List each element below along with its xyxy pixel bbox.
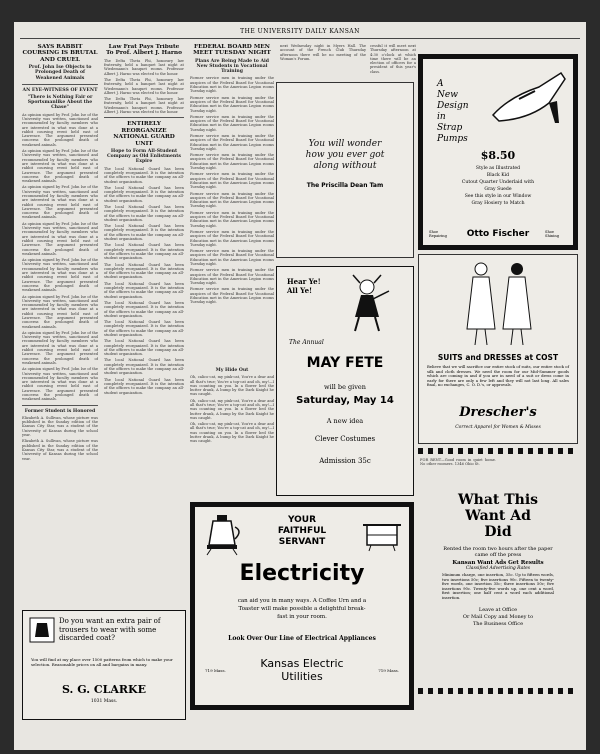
ad-kansas-electric <box>190 502 414 710</box>
article-body: Former service men in training under the auspices of the Federal Board for Vocational Education met in the American Legion rooms Tuesday night. <box>190 172 274 190</box>
fete-all-ye: All Ye! <box>287 286 313 295</box>
clarke-body: You will find at my place over 1500 patterns from which to make your selection. Reasonable prices on all and bargains in many. <box>31 657 173 667</box>
article-body: The local National Guard has been completely reorganized. It is the intention of the officers to make the company an all-student organization. <box>104 358 184 376</box>
electricity-title: Electricity <box>239 561 365 586</box>
tam-line2: how you ever got <box>305 150 385 160</box>
electric-headline: FAITHFUL <box>277 526 327 536</box>
article-body: The local National Guard has been completely reorganized. It is the intention of the officers to make the company an all-student organization. <box>104 320 184 337</box>
fete-title: MAY FETE <box>306 355 384 371</box>
want-results: Kansan Want Ads Get Results <box>452 560 544 566</box>
article-body: The local National Guard has been completely reorganized. It is the intention of the officers to make the company an all-student organization. <box>104 204 184 222</box>
fete-annual: The Annual <box>289 339 324 346</box>
suits-title: SUITS and DRESSES at COST <box>437 353 559 362</box>
poem-title: My Hide Out <box>215 368 249 373</box>
article-body: The Delta Theta Phi, honorary law fraternity, held a banquet last night at Wiedemann's banquet rooms. Professor Albert J. Harno was elected to the honor. <box>104 58 184 76</box>
clarke-headline: Do you want an extra pair of trousers to wear with some discarded coat? <box>59 617 161 642</box>
article-body: The local National Guard has been completely reorganized. It is the intention of the officers to make the company an all-student organization. <box>104 281 184 299</box>
coffee-urn-illustration <box>201 513 243 557</box>
poem-body: Oh, calico-cat, my pink-cat, You're a dear and all that's true; You're a top-cat and oh, my!—I was counting on you. In a flower bed the butter drank, A bump by the Dark Knight he was caught. <box>190 422 274 444</box>
masthead: THE UNIVERSITY DAILY KANSAN <box>20 26 580 39</box>
electric-appliances: Look Over Our Line of Electrical Appliances <box>228 635 376 642</box>
column-french-club <box>280 44 366 72</box>
article-body: As opinion signed by Prof. John Ise of the University was written, sanctioned and recommended by faculty members who are interested in what was done at a rabbit coursing event held east of Lawrence. The argument presented concerns the prolonged death of weakened animals. <box>22 112 98 147</box>
utilities-name: Utilities <box>281 670 323 683</box>
tailor-badge-icon <box>29 617 55 643</box>
pumps-detail: Black Kid <box>486 173 510 178</box>
article-body: As opinion signed by Prof. John Ise of the University was written, sanctioned and recommended by faculty members who are interested in what was done at a rabbit coursing event held east of Lawrence. The argument presented concerns the prolonged death of weakened animals. <box>22 221 98 256</box>
article-body: Former service men in training under the auspices of the Federal Board for Vocational Education met in the American Legion rooms Tuesday night. <box>190 268 274 286</box>
article-body: As opinion signed by Prof. John Ise of the University was written, sanctioned and recommended by faculty members who are interested in what was done at a rabbit coursing event held east of Lawrence. The argument presented concerns the prolonged death of weakened animals. <box>22 149 98 184</box>
want-title: Want Ad <box>465 508 531 524</box>
headline-rabbit-coursing: SAYS RABBIT COURSING IS BRUTAL AND CRUEL <box>22 44 98 63</box>
ad-drescher-suits <box>418 254 578 444</box>
electric-headline: YOUR <box>287 515 317 525</box>
article-body: As opinion signed by Prof. John Ise of the University was written, sanctioned and recommended by faculty members who are interested in what was done at a rabbit coursing event held east of Lawrence. The argument presented concerns the prolonged death of weakened animals. <box>22 330 98 365</box>
pumps-detail: See this style in our Window <box>464 194 532 199</box>
article-body: Elizabeth A. Sullivan, whose picture was published in the Sunday edition of the Kansas City Star, was a student of the University of Kansas during the school year. <box>22 439 98 460</box>
headline-federal-board: FEDERAL BOARD MEN MEET TUESDAY NIGHT <box>193 44 271 57</box>
article-body: Elizabeth A. Sullivan, whose picture was published in the Sunday edition of the Kansas City Star, was a student of the University of Kansas during the school year. <box>22 415 98 438</box>
ad-want-ad <box>418 492 578 692</box>
subhead-all-student: Hope to Form All-Student Company as Old Enlistments Expire <box>107 149 181 165</box>
headline-national-guard: ENTIRELY REORGANIZE NATIONAL GUARD UNIT <box>113 121 175 147</box>
clarke-name: S. G. CLARKE <box>62 683 146 696</box>
fashion-figures-illustration <box>459 259 539 349</box>
article-body: Former service men in training under the auspices of the Federal Board for Vocational Education met in the American Legion rooms Tuesday night. <box>190 249 274 266</box>
article-body: Former service men in training under the auspices of the Federal Board for Vocational Education met in the American Legion rooms Tuesday night. <box>190 95 274 113</box>
pumps-detail: Gray Suede <box>484 187 512 192</box>
pull-quote: "There is Nothing Fair or Sportsmanlike About the Chase" <box>27 95 93 111</box>
article-body: Former service men in training under the auspices of the Federal Board for Vocational Education met in the American Legion rooms Tuesday night. <box>190 133 274 151</box>
electric-address-left: 719 Mass. <box>205 667 226 673</box>
article-body: The Delta Theta Phi, honorary law fraternity, held a banquet last night at Wiedemann's banquet rooms. Professor Albert J. Harno was elected to the honor. <box>104 78 184 95</box>
fete-admission: Admission 35c <box>319 457 371 465</box>
electric-body: Toaster will make possible a delightful break- <box>238 606 366 612</box>
article-body: As opinion signed by Prof. John Ise of the University was written, sanctioned and recommended by faculty members who are interested in what was done at a rabbit coursing event held east of Lawrence. The argument presented concerns the prolonged death of weakened animals. <box>22 367 98 402</box>
shoe-illustration <box>489 67 569 127</box>
electric-headline: SERVANT <box>278 537 326 547</box>
poem-body: Oh, calico-cat, my pink-cat, You're a dear and all that's true; You're a top-cat and oh, my!—I was counting on you. In a flower bed the butter drank, A bump by the Dark Knight he was caught. <box>190 398 274 420</box>
pumps-repairing: Shoe Repairing <box>429 230 447 238</box>
pumps-detail: Style as Illustrated <box>475 166 521 171</box>
tam-line3: along without <box>313 161 377 171</box>
fete-will-be: will be given <box>324 383 366 391</box>
article-body: The local National Guard has been completely reorganized. It is the intention of the officers to make the company an all-student organization. <box>104 166 184 184</box>
pumps-price: $8.50 <box>480 149 516 162</box>
fete-date: Saturday, May 14 <box>296 395 394 406</box>
headline-law-frat: Law Frat Pays Tribute To Prof. Albert J. Harno <box>105 44 183 57</box>
article-body: As opinion signed by Prof. John Ise of the University was written, sanctioned and recommended by faculty members who are interested in what was done at a rabbit coursing event held east of Lawrence. The argument presented concerns the prolonged death of weakened animals. <box>22 294 98 329</box>
want-classified: Classified Advertising Rates <box>465 566 531 571</box>
article-body: The local National Guard has been completely reorganized. It is the intention of the officers to make the company an all-student organization. <box>104 243 184 261</box>
want-office: The Business Office <box>472 620 524 627</box>
for-rent-notice <box>420 458 496 486</box>
article-body: cessful it will meet next Thursday afternoon at 4:30 o'clock at which time there will be an election of officers for a president of this year's class. <box>370 44 416 74</box>
article-body: As opinion signed by Prof. John Ise of the University was written, sanctioned and recommended by faculty members who are interested in what was done at a rabbit coursing event held east of Lawrence. The argument presented concerns the prolonged death of weakened animals. <box>22 258 98 293</box>
article-body: The local National Guard has been completely reorganized. It is the intention of the officers to make the company an all-student organization. <box>104 262 184 280</box>
electric-body: can aid you in many ways. A Coffee Urn and a <box>237 598 367 604</box>
checker-border <box>418 688 578 694</box>
electric-address-right: 719 Mass. <box>378 667 399 673</box>
pumps-headline: A <box>437 79 444 89</box>
suits-body: Believe that we will sacrifice our entire stock of suits, our entire stock of silk and cloth dresses. We need the room for our Mid-Summer goods which are coming in and if you are in need of a suit or dress come in early for there are only a few left and they will not last long. All sales final, no exchanges, C. O. D.'s, or approvals. <box>427 364 569 388</box>
ad-priscilla-tam <box>276 82 414 258</box>
pumps-headline: Strap <box>437 123 463 133</box>
fete-hear-ye: Hear Ye! <box>287 277 321 286</box>
column-rabbit-coursing <box>22 44 98 460</box>
pumps-headline: in <box>437 112 446 122</box>
want-leave: Leave at Office <box>478 606 518 613</box>
pumps-headline: Design <box>437 101 469 111</box>
article-body: Former service men in training under the auspices of the Federal Board for Vocational Education met in the American Legion rooms Tuesday night. <box>190 153 274 171</box>
article-body: Former service men in training under the auspices of the Federal Board for Vocational Education met in the American Legion rooms Tuesday night. <box>190 191 274 209</box>
clarke-address: 1031 Mass. <box>90 699 118 704</box>
subhead-eye-witness: AN EYE-WITNESS OF EVENT <box>22 87 98 93</box>
pumps-headline: Pumps <box>437 134 468 144</box>
article-body: Former service men in training under the auspices of the Federal Board for Vocational Education met in the American Legion rooms Tuesday night. <box>190 114 274 132</box>
article-body: The local National Guard has been completely reorganized. It is the intention of the officers to make the company an all-student organization. <box>104 300 184 318</box>
want-body: Rented the room two hours after the paper came off the press <box>443 546 553 558</box>
drescher-tagline: Correct Apparel for Women & Misses <box>455 425 541 430</box>
tam-name: The Priscilla Dean Tam <box>306 182 384 189</box>
toaster-illustration <box>361 515 403 555</box>
fete-new-idea: A new idea <box>326 417 364 425</box>
want-title: What This <box>457 492 539 508</box>
article-body: next Wednesday night in Myers Hall. The account of the French Club Thursday afternoon there will be no meeting of the Woman's Forum. <box>280 44 366 61</box>
article-body: The local National Guard has been completely reorganized. It is the intention of the officers to make the company an all-student organization. <box>104 339 184 357</box>
want-title: Did <box>484 524 512 540</box>
headline-former-student: Former Student is Honored <box>24 408 96 414</box>
subhead-prof-ise: Prof. John Ise Objects to Prolonged Death of Weakened Animals <box>28 65 92 81</box>
pumps-headline: New <box>437 90 458 100</box>
article-body: The local National Guard has been completely reorganized. It is the intention of the officers to make the company an all-student organization. <box>104 224 184 242</box>
electric-body: fast in your room. <box>277 614 327 620</box>
pumps-detail: Gray Hosiery to Match <box>471 201 525 206</box>
ad-sg-clarke <box>22 610 186 720</box>
poem-body: Oh, calico-cat, my pink-cat, You're a dear and all that's true; You're a top-cat and oh, my!—I was counting on you. In a flower bed the butter drank, A bump by the Dark Knight he was caught. <box>190 375 274 397</box>
want-mail: Or Mail Copy and Money to <box>462 613 534 620</box>
for-rent-text: FOR RENT—Good room in quiet home. No other roomers. 1346 Ohio St. <box>420 458 496 467</box>
drescher-logo: Drescher's <box>459 405 537 420</box>
article-body: Former service men in training under the auspices of the Federal Board for Vocational Education met in the American Legion rooms Tuesday night. <box>190 229 274 247</box>
checker-border <box>418 448 578 454</box>
poem-hide-out <box>190 366 274 496</box>
otto-fischer: Otto Fischer <box>466 229 530 239</box>
kansas-electric-name: Kansas Electric <box>260 657 344 670</box>
tam-line1: You will wonder <box>308 139 382 149</box>
ad-strap-pumps <box>418 54 578 250</box>
ad-may-fete <box>276 266 414 496</box>
subhead-vocational: Plans Are Being Made to Aid New Students in Vocational Training <box>194 58 269 75</box>
article-body: Former service men in training under the auspices of the Federal Board for Vocational Education met in the American Legion rooms Tuesday night. <box>190 287 274 305</box>
article-body: The local National Guard has been completely reorganized. It is the intention of the officers to make the company an all-student organization. <box>104 377 184 395</box>
article-body: The local National Guard has been completely reorganized. It is the intention of the officers to make the company an all-student organization. <box>104 185 184 203</box>
column-law-frat <box>104 44 184 624</box>
fete-costumes: Clever Costumes <box>314 435 376 443</box>
newspaper-page <box>14 22 586 750</box>
article-body: Former service men in training under the auspices of the Federal Board for Vocational Education met in the American Legion rooms Tuesday night. <box>190 210 274 228</box>
article-body: As opinion signed by Prof. John Ise of the University was written, sanctioned and recommended by faculty members who are interested in what was done at a rabbit coursing event held east of Lawrence. The argument presented concerns the prolonged death of weakened animals. <box>22 185 98 220</box>
article-body: Former service men in training under the auspices of the Federal Board for Vocational Education met in the American Legion rooms Tuesday night. <box>190 76 274 94</box>
article-body: The Delta Theta Phi, honorary law fraternity, held a banquet last night at Wiedemann's banquet rooms. Professor Albert J. Harno was elected to the honor. <box>104 97 184 115</box>
pumps-detail: Cutout Quarter Underlaid with <box>461 180 535 185</box>
want-details: Minimum charge, one insertion, 35c. Up to fifteen words, two insertions 50c; five insertions 90c. Fifteen to twenty-five words, one insertion 35c; three insertions 50c; five insertions 90c. Twenty-five words up, one cent a word, first insertion; one half cent a word each additional insertion. <box>442 572 554 600</box>
pumps-shining: Shoe Shining <box>544 230 559 238</box>
jester-illustration <box>339 273 395 333</box>
